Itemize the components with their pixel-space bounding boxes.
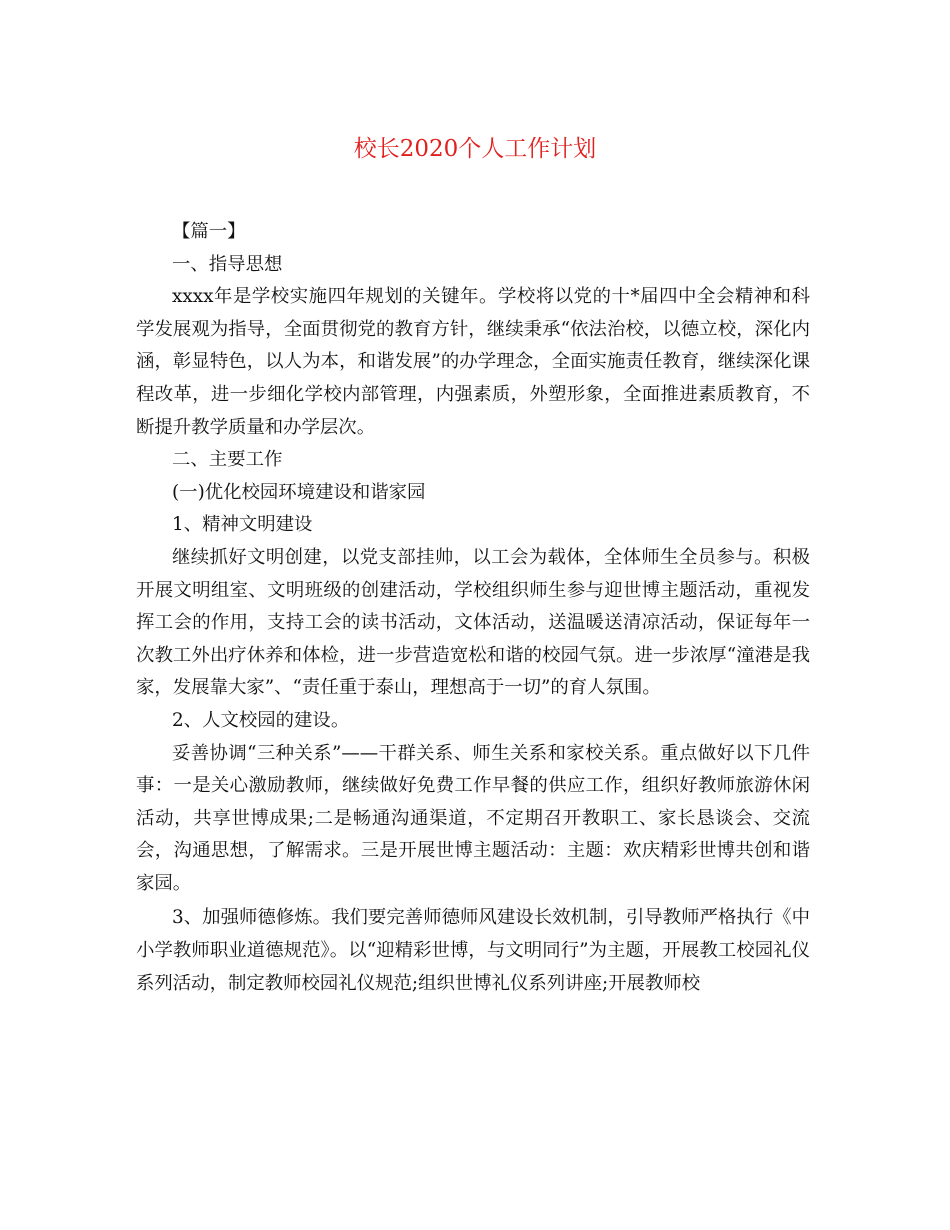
section-label: 【篇一】 bbox=[172, 221, 246, 242]
heading-guiding-ideology: 一、指导思想 bbox=[172, 253, 283, 275]
paragraph-teacher-ethics: 3、加强师德修炼。我们要完善师德师风建设长效机制，引导教师严格执行《中小学教师职业道德规范》。以“迎精彩世博，与文明同行”为主题，开展教工校园礼仪系列活动，制定教师校园礼仪规范;组织世博礼仪系列讲座;开展教师校 bbox=[136, 907, 810, 994]
heading-main-work: 二、主要工作 bbox=[172, 449, 283, 471]
subheading-campus-environment: (一)优化校园环境建设和谐家园 bbox=[172, 481, 426, 503]
item-humanistic-campus: 2、人文校园的建设。 bbox=[172, 709, 350, 731]
paragraph-humanistic-campus: 妥善协调“三种关系”——干群关系、师生关系和家校关系。重点做好以下几件事：一是关心激励教师，继续做好免费工作早餐的供应工作，组织好教师旅游休闲活动，共享世博成果;二是畅通沟通渠道，不定期召开教职工、家长恳谈会、交流会，沟通思想，了解需求。三是开展世博主题活动：主题：欢庆精彩世博共创和谐家园。 bbox=[136, 742, 810, 894]
paragraph-spiritual-civilization: 继续抓好文明创建，以党支部挂帅，以工会为载体，全体师生全员参与。积极开展文明组室、文明班级的创建活动，学校组织师生参与迎世博主题活动，重视发挥工会的作用，支持工会的读书活动，文体活动，送温暖送清凉活动，保证每年一次教工外出疗休养和体检，进一步营造宽松和谐的校园气氛。进一步浓厚“潼港是我家，发展靠大家”、“责任重于泰山，理想高于一切”的育人氛围。 bbox=[136, 546, 810, 699]
paragraph-guiding-ideology: xxxx年是学校实施四年规划的关键年。学校将以党的十*届四中全会精神和科学发展观为指导，全面贯彻党的教育方针，继续秉承“依法治校，以德立校，深化内涵，彰显特色，以人为本，和谐发展”的办学理念，全面实施责任教育，继续深化课程改革，进一步细化学校内部管理，内强素质，外塑形象，全面推进素质教育，不断提升教学质量和办学层次。 bbox=[136, 286, 810, 438]
item-spiritual-civilization: 1、精神文明建设 bbox=[172, 514, 313, 536]
document-title: 校长2020个人工作计划 bbox=[353, 136, 597, 162]
document-body bbox=[136, 216, 810, 1000]
